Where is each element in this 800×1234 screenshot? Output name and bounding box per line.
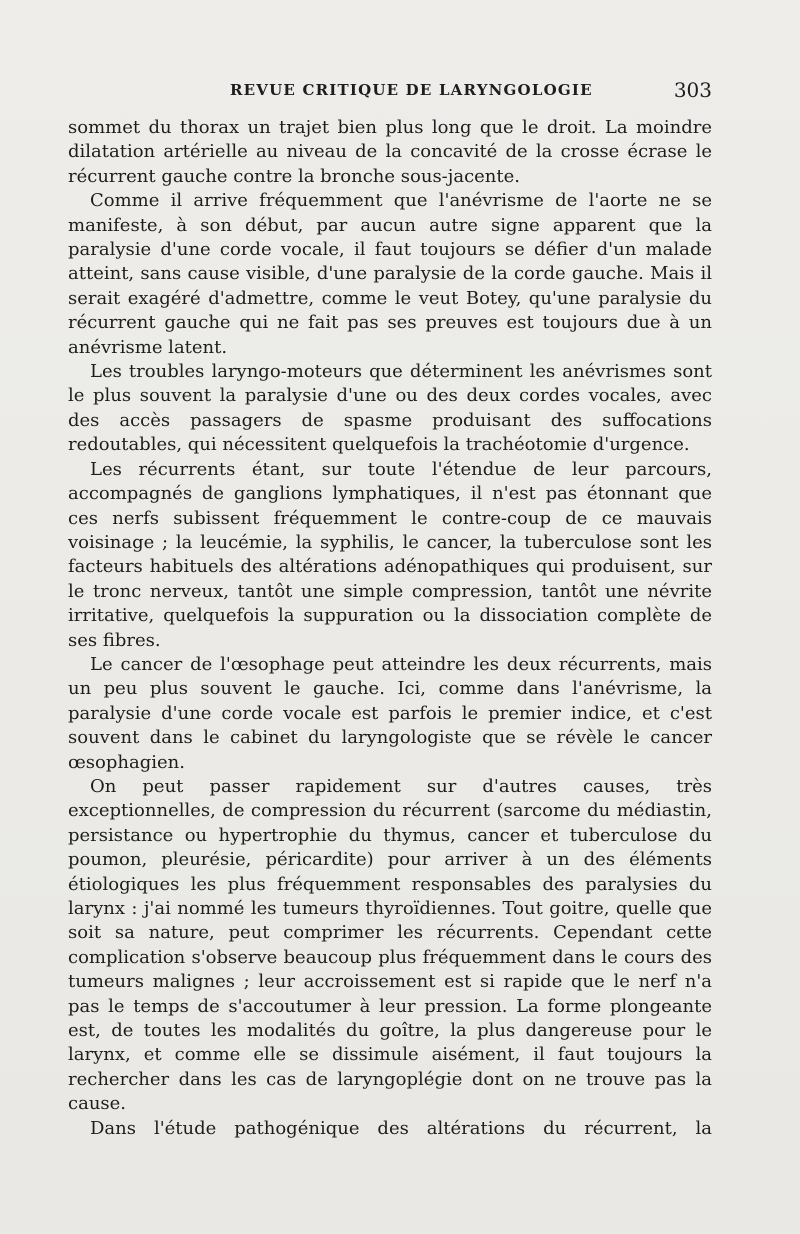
paragraph-thyroid-tumors: On peut passer rapidement sur d'autres causes, très exceptionnelles, de compression du récurrent (sarcome du médiastin, persistance ou hypertrophie du thymus, cancer et tuberculose du poumon, pleurésie, péricardite) pour arriver à un des éléments étiologiques les plus fréquemment responsables des paralysies du larynx : j'ai nommé les tumeurs thyroïdiennes. Tout goitre, quelle que soit sa nature, peut comprimer les récurrents. Cependant cette complication s'observe beaucoup plus fréquemment dans le cours des tumeurs malignes ; leur accroissement est si rapide que le nerf n'a pas le temps de s'accoutumer à leur pression. La forme plongeante est, de toutes les modalités du goître, la plus dangereuse pour le larynx, et comme elle se dissimule aisément, il faut toujours la rechercher dans les cas de laryngoplégie dont on ne trouve pas la cause. — [68, 775, 712, 1115]
paragraph-pathogenic-study: Dans l'étude pathogénique des altérations du récurrent, la — [90, 1117, 712, 1139]
running-title: REVUE CRITIQUE DE LARYNGOLOGIE — [230, 81, 593, 99]
paragraph-continuation: sommet du thorax un trajet bien plus long que le droit. La moindre dilatation artérielle au niveau de la concavité de la crosse écrase le récurrent gauche contre la bronche sous-jacente. — [68, 117, 712, 187]
paragraph-esophageal-cancer: Le cancer de l'œsophage peut atteindre les deux récurrents, mais un peu plus souvent le gauche. Ici, comme dans l'anévrisme, la paralysie d'une corde vocale est parfois le premier indice, et c'est souvent dans le cabinet du laryngologiste que se révèle le cancer œsophagien. — [68, 653, 712, 773]
page-number: 303 — [673, 78, 712, 102]
body-text — [68, 116, 712, 1141]
page-header — [68, 78, 712, 104]
paragraph-aneurysm: Comme il arrive fréquemment que l'anévrisme de l'aorte ne se manifeste, à son début, par aucun autre signe apparent que la paralysie d'une corde vocale, il faut toujours se défier d'un malade atteint, sans cause visible, d'une paralysie de la corde gauche. Mais il serait exagéré d'admettre, comme le veut Botey, qu'une paralysie du récurrent gauche qui ne fait pas ses preuves est toujours due à un anévrisme latent. — [68, 190, 712, 358]
paragraph-laryngo-motor-troubles: Les troubles laryngo-moteurs que déterminent les anévrismes sont le plus souvent la paralysie d'une ou des deux cordes vocales, avec des accès passagers de spasme produisant des suffocations redoutables, qui nécessitent quelquefois la trachéotomie d'urgence. — [68, 361, 712, 456]
paragraph-recurrent-ganglia: Les récurrents étant, sur toute l'étendue de leur parcours, accompagnés de ganglions lymphatiques, il n'est pas étonnant que ces nerfs subissent fréquemment le contre-coup de ce mauvais voisinage ; la leucémie, la syphilis, le cancer, la tuberculose sont les facteurs habituels des altérations adénopathiques qui produisent, sur le tronc nerveux, tantôt une simple compression, tantôt une névrite irritative, quelquefois la suppuration ou la dissociation complète de ses fibres. — [68, 458, 712, 651]
